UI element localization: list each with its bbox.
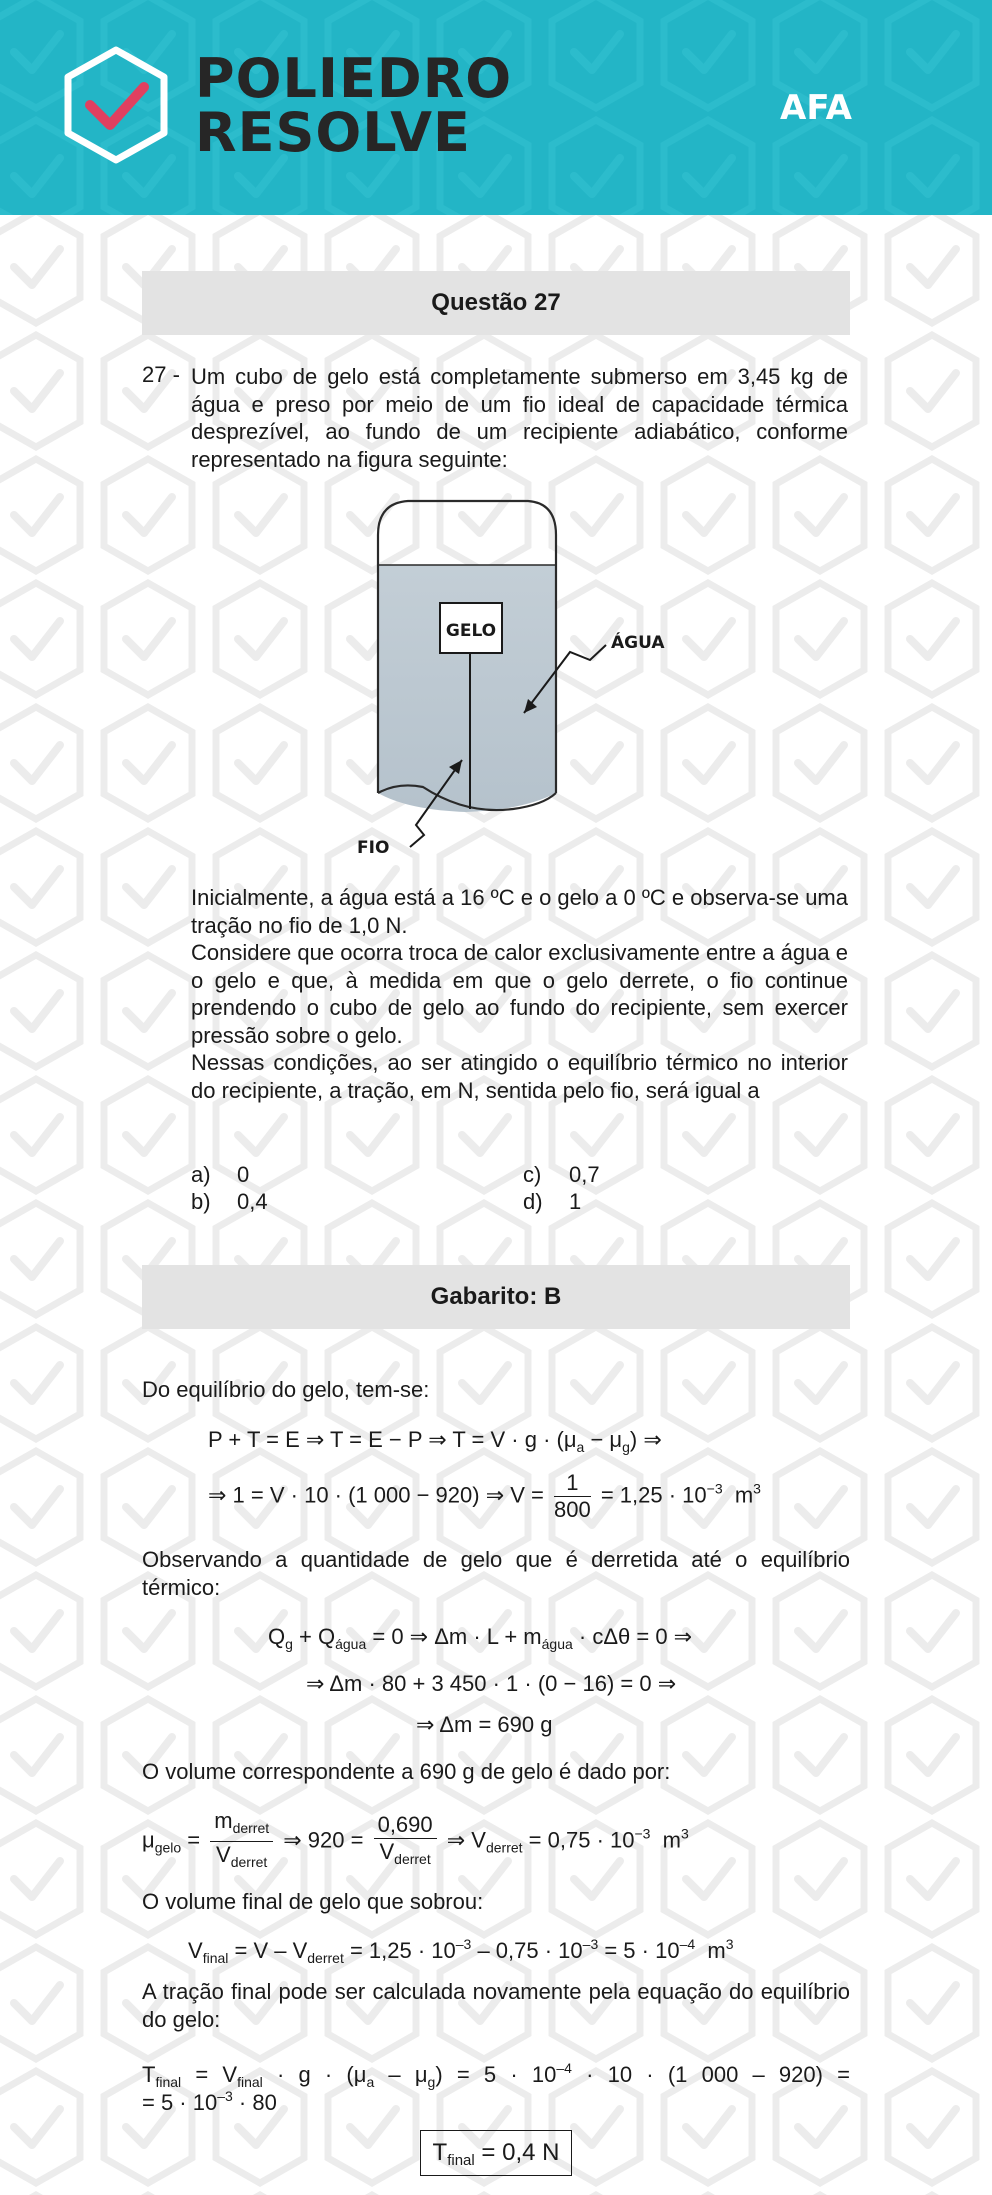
ice-container-figure (348, 495, 678, 865)
option-b-value: 0,4 (237, 1189, 268, 1214)
equation-final-tension-1: $T_{final} = V_{final} \cdot g \cdot (\mu_a - \mu_g) = 5 \cdot 10^{-4} \cdot 10 \cdot (1$ 000 – 920) = (142, 2060, 851, 2090)
equation-heat-balance-2: ⇒ Δm · 80 + 3 450 · 1 · (0 − 16) = 0 ⇒ (306, 1671, 677, 1696)
paragraph-initial-conditions: Inicialmente, a água está a 16 ºC e o gelo a 0 ºC e observa-se uma tração no fio de 1,0 N. (191, 885, 848, 938)
option-a-letter: a) (191, 1162, 211, 1187)
option-c-value: 0,7 (569, 1162, 600, 1187)
option-a (191, 1162, 249, 1188)
paragraph-heat-exchange: Considere que ocorra troca de calor exclusivamente entre a água e o gelo e que, à medida em que o gelo derrete, o fio continue prendendo o cubo de gelo ao fundo do recipiente, sem exercer pressão sobre o gelo. (191, 940, 848, 1048)
option-b (191, 1189, 268, 1215)
wire-label: FIO (357, 838, 390, 858)
option-d-value: 1 (569, 1189, 582, 1214)
answer-tension-intro: A tração final pode ser calculada novamente pela equação do equilíbrio do gelo: (142, 1979, 850, 2032)
answer-intro: Do equilíbrio do gelo, tem-se: (142, 1377, 430, 1402)
final-answer-value: = 0,4 N (481, 2139, 560, 2166)
answer-melt-observation: Observando a quantidade de gelo que é derretida até o equilíbrio térmico: (142, 1547, 850, 1600)
option-c-letter: c) (523, 1162, 542, 1187)
answer-volume-intro: O volume correspondente a 690 g de gelo é dado por: (142, 1759, 671, 1784)
option-d-letter: d) (523, 1189, 543, 1214)
equation-equilibrium-1: P + T = E ⇒ T = E − P ⇒ $T = V \cdot g \cdot (\mu_a - \mu_g)$ ⇒ (208, 1427, 662, 1455)
paragraph-question: Nessas condições, ao ser atingido o equilíbrio térmico no interior do recipiente, a tração, em N, sentida pelo fio, será igual a (191, 1050, 848, 1103)
question-statement: Um cubo de gelo está completamente submerso em 3,45 kg de água e preso por meio de um fio ideal de capacidade térmica desprezível, ao fundo de um recipiente adiabático, conforme representado na figura seguinte: (191, 364, 848, 472)
question-number: 27 - (142, 362, 180, 387)
brand-line-2: RESOLVE (195, 101, 471, 164)
equation-heat-balance-3: ⇒ Δm = 690 g (416, 1712, 553, 1737)
option-d (523, 1189, 581, 1215)
brand-line-1: POLIEDRO (195, 47, 513, 110)
equation-equilibrium-2: ⇒ 1 = V · 10 · (1 000 − 920) ⇒ V = $\frac{1}{800}$ = $1,25 \cdot 10^{-3}$ $m^3$ (208, 1470, 761, 1522)
equation-final-tension-2: = $5 \cdot 10^{-3} \cdot 80$ (142, 2088, 277, 2115)
answer-title-bar: Gabarito: B (142, 1265, 850, 1329)
option-b-letter: b) (191, 1189, 211, 1214)
option-a-value: 0 (237, 1162, 250, 1187)
equation-final-volume: $V_{final} = V - V_{derret} = 1,25 \cdot 10^{-3} - 0,75 \cdot 10^{-3} = 5 \cdot 10^{-4}$ $m^3$ (188, 1936, 734, 1966)
equation-melted-volume: $\mu_{gelo}$ = $\frac{m_{derret}}{V_{derret}}$ ⇒ 920 = $\frac{0,690}{V_{derret}}$ ⇒ $V_{derret} = 0,75 \cdot 10^{-3}$ $m^3$ (142, 1808, 689, 1870)
final-answer-box: $T_{final} = 0,4$ N (420, 2130, 572, 2176)
ice-label: GELO (445, 621, 497, 641)
option-c (523, 1162, 600, 1188)
question-title-bar: Questão 27 (142, 271, 850, 335)
exam-name: AFA (780, 88, 852, 128)
answer-final-volume-intro: O volume final de gelo que sobrou: (142, 1889, 484, 1914)
water-label: ÁGUA (611, 633, 665, 653)
equation-heat-balance-1: $Q_g + Q_{água} = 0$ ⇒ $\Delta m \cdot L + m_{água} \cdot c\Delta\theta = 0$ ⇒ (268, 1624, 693, 1652)
